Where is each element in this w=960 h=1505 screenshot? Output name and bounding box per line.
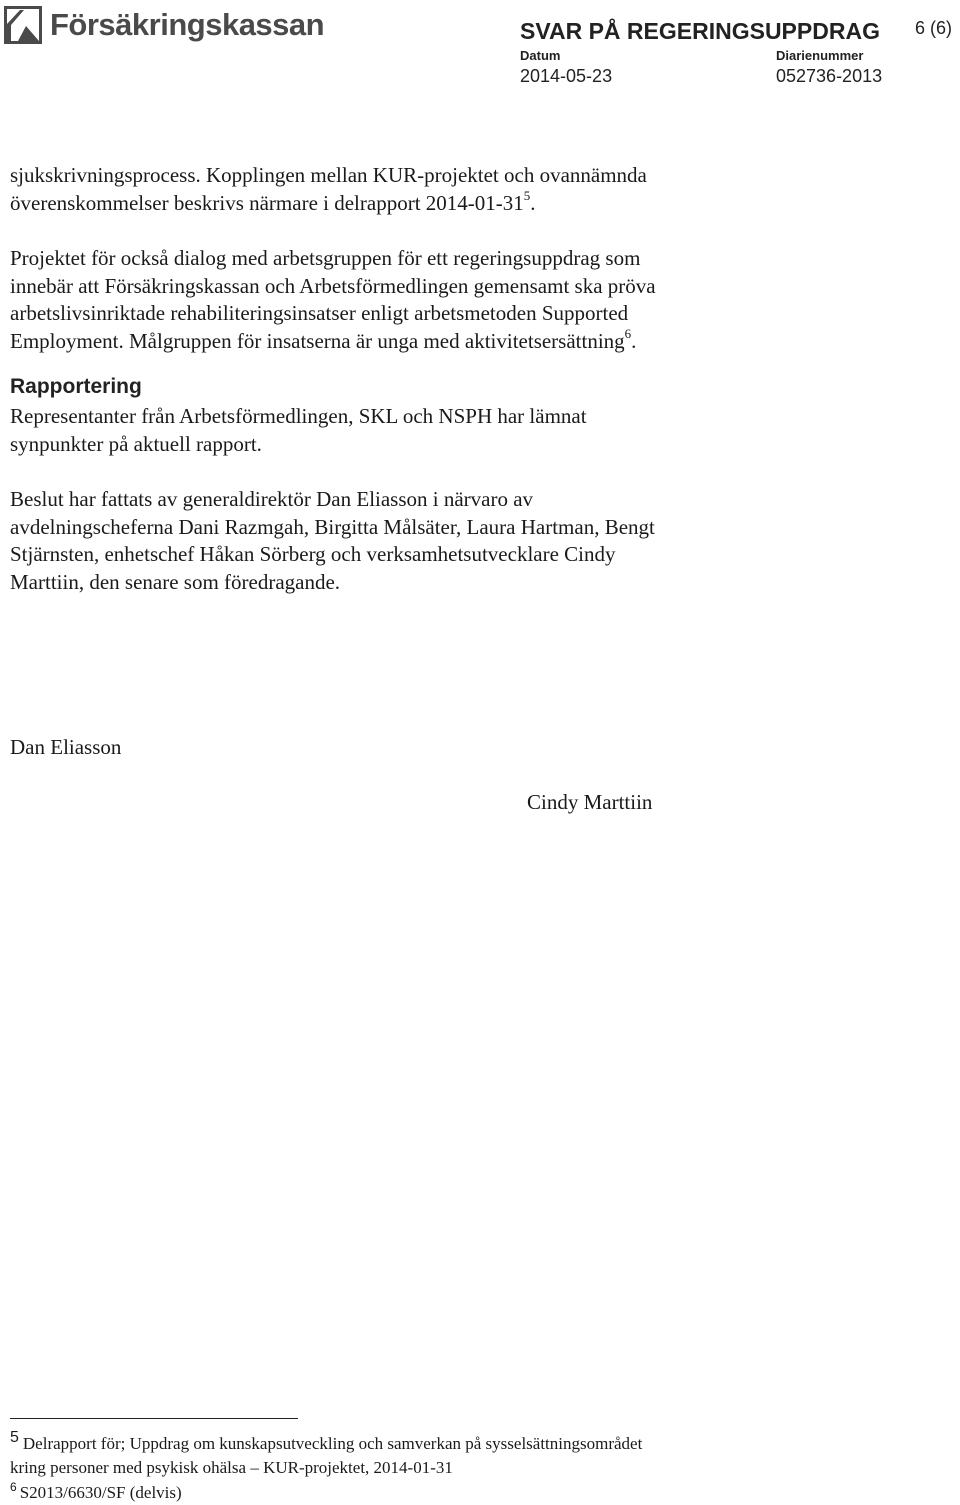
text-line: sjukskrivningsprocess. Kopplingen mellan KUR-projektet och ovannämnda bbox=[10, 163, 647, 187]
page-number: 6 (6) bbox=[915, 18, 953, 38]
text-segment: . bbox=[631, 328, 637, 353]
agency-logo-icon bbox=[4, 6, 42, 44]
signature-dan-eliasson: Dan Eliasson bbox=[10, 735, 122, 759]
footnote-text: Delrapport för; Uppdrag om kunskapsutveckling och samverkan på sysselsättningsområdet bbox=[22, 1434, 643, 1453]
footnote-line: kring personer med psykisk ohälsa – KUR-projektet, 2014-01-31 bbox=[10, 1458, 453, 1477]
text-line: Marttiin, den senare som föredragande. bbox=[10, 569, 341, 594]
text-line: innebär att Försäkringskassan och Arbetsförmedlingen gemensamt ska pröva bbox=[10, 273, 656, 298]
footnote-mark: 5 bbox=[10, 1429, 19, 1447]
footnote-ref: 6 bbox=[624, 325, 632, 341]
signature-cindy-marttiin: Cindy Marttiin bbox=[527, 790, 653, 814]
text-line: Projektet för också dialog med arbetsgruppen för ett regeringsuppdrag som bbox=[10, 246, 641, 270]
text-line: arbetslivsinriktade rehabiliteringsinsatser enligt arbetsmetoden Supported bbox=[10, 301, 629, 325]
text-line: Stjärnsten, enhetschef Håkan Sörberg och verksamhetsutvecklare Cindy bbox=[10, 542, 616, 566]
agency-logo bbox=[4, 4, 324, 46]
footnote-divider bbox=[10, 1418, 298, 1419]
paragraph-kopplingen bbox=[10, 162, 950, 217]
paragraph-representanter bbox=[10, 403, 950, 458]
paragraph-beslut bbox=[10, 486, 950, 596]
document-title: SVAR PÅ REGERINGSUPPDRAG bbox=[520, 18, 880, 44]
section-heading: Rapportering bbox=[10, 375, 142, 398]
paragraph-projektet bbox=[10, 245, 950, 355]
footnote-5 bbox=[10, 1429, 643, 1480]
text-line: avdelningscheferna Dani Razmgah, Birgitta Målsäter, Laura Hartman, Bengt bbox=[10, 514, 655, 539]
text-line bbox=[10, 187, 950, 218]
footnote-6 bbox=[10, 1481, 182, 1505]
text-line bbox=[10, 325, 950, 356]
logo-text: Försäkringskassan bbox=[50, 7, 325, 42]
text-segment: Employment. Målgruppen för insatserna är unga med aktivitetsersättning bbox=[10, 328, 625, 353]
footnote-mark: 6 bbox=[10, 1480, 17, 1495]
date-value: 2014-05-23 bbox=[520, 66, 613, 86]
text-line: synpunkter på aktuell rapport. bbox=[10, 431, 262, 456]
reference-label: Diarienummer bbox=[776, 48, 864, 63]
text-line: Beslut har fattats av generaldirektör Dan Eliasson i närvaro av bbox=[10, 487, 534, 511]
footnote-text: S2013/6630/SF (delvis) bbox=[19, 1483, 182, 1502]
footnote-ref: 5 bbox=[523, 187, 531, 203]
reference-value: 052736-2013 bbox=[776, 66, 883, 86]
text-segment: överenskommelser beskrivs närmare i delrapport 2014-01-31 bbox=[10, 190, 524, 215]
date-label: Datum bbox=[520, 48, 561, 63]
text-segment: . bbox=[530, 190, 536, 215]
text-line: Representanter från Arbetsförmedlingen, SKL och NSPH har lämnat bbox=[10, 404, 587, 428]
footnote-line bbox=[10, 1429, 643, 1456]
